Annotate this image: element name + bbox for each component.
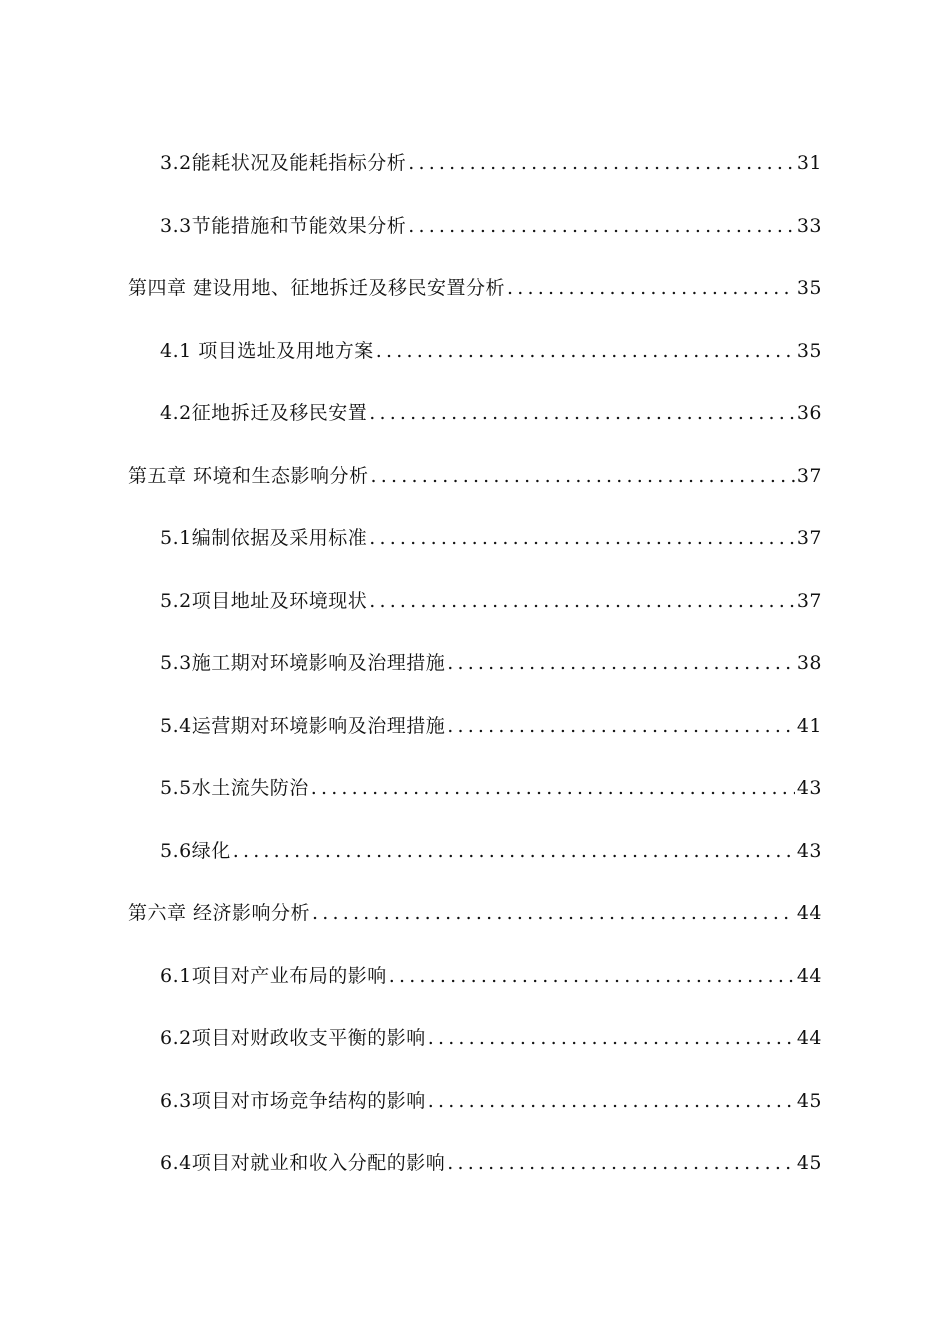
toc-chapter-6[interactable] <box>0 882 950 945</box>
toc-entry-label: 5.2项目地址及环境现状 <box>160 589 368 612</box>
toc-entry-5-4[interactable] <box>0 695 950 758</box>
toc-entry-3-3[interactable] <box>0 195 950 258</box>
toc-page-number: 44 <box>796 964 822 987</box>
toc-chapter-5[interactable] <box>0 445 950 508</box>
dot-leader <box>445 632 795 695</box>
toc-page-number: 35 <box>796 277 822 299</box>
toc-entry-5-6[interactable] <box>0 820 950 883</box>
toc-entry-label: 第四章 建设用地、征地拆迁及移民安置分析 <box>128 277 506 299</box>
dot-leader <box>310 882 795 945</box>
toc-entry-6-4[interactable] <box>0 1132 950 1195</box>
toc-page-number: 38 <box>796 652 822 674</box>
dot-leader <box>374 320 795 383</box>
toc-entry-5-2[interactable] <box>0 570 950 633</box>
dot-leader <box>231 820 795 883</box>
toc-entry-label: 6.4项目对就业和收入分配的影响 <box>160 1152 446 1174</box>
toc-page-number: 45 <box>796 1089 822 1112</box>
toc-entry-label: 4.1 项目选址及用地方案 <box>160 339 374 362</box>
dot-leader <box>367 382 795 445</box>
dot-leader <box>387 945 795 1008</box>
toc-page-number: 43 <box>796 777 822 799</box>
dot-leader <box>445 1132 795 1195</box>
toc-entry-label: 3.2能耗状况及能耗指标分析 <box>160 152 407 174</box>
dot-leader <box>369 445 795 508</box>
toc-entry-label: 6.1项目对产业布局的影响 <box>160 964 387 987</box>
table-of-contents <box>0 132 950 1195</box>
toc-page-number: 41 <box>796 714 822 737</box>
toc-entry-6-2[interactable] <box>0 1007 950 1070</box>
dot-leader <box>367 507 795 570</box>
toc-entry-label: 3.3节能措施和节能效果分析 <box>160 214 407 237</box>
toc-page-number: 44 <box>796 902 822 924</box>
toc-entry-label: 第六章 经济影响分析 <box>128 902 311 924</box>
dot-leader <box>367 570 795 633</box>
dot-leader <box>406 132 795 195</box>
toc-entry-label: 6.2项目对财政收支平衡的影响 <box>160 1027 426 1049</box>
dot-leader <box>426 1070 795 1133</box>
toc-page-number: 44 <box>796 1027 822 1049</box>
toc-page-number: 37 <box>796 464 822 487</box>
toc-page-number: 43 <box>796 839 822 862</box>
toc-page-number: 31 <box>796 152 822 174</box>
toc-chapter-4[interactable] <box>0 257 950 320</box>
dot-leader <box>426 1007 795 1070</box>
toc-entry-label: 5.5水土流失防治 <box>160 777 309 799</box>
dot-leader <box>505 257 795 320</box>
toc-entry-label: 4.2征地拆迁及移民安置 <box>160 402 368 424</box>
toc-entry-5-1[interactable] <box>0 507 950 570</box>
toc-page-number: 35 <box>796 339 822 362</box>
toc-entry-5-5[interactable] <box>0 757 950 820</box>
toc-page-number: 36 <box>796 402 822 424</box>
toc-entry-label: 5.4运营期对环境影响及治理措施 <box>160 714 446 737</box>
toc-entry-label: 第五章 环境和生态影响分析 <box>128 464 369 487</box>
toc-entry-6-3[interactable] <box>0 1070 950 1133</box>
toc-entry-4-1[interactable] <box>0 320 950 383</box>
toc-entry-label: 5.3施工期对环境影响及治理措施 <box>160 652 446 674</box>
toc-page-number: 33 <box>796 214 822 237</box>
toc-entry-label: 5.1编制依据及采用标准 <box>160 527 368 549</box>
toc-page-number: 37 <box>796 527 822 549</box>
toc-entry-6-1[interactable] <box>0 945 950 1008</box>
toc-page-number: 45 <box>796 1152 822 1174</box>
toc-entry-4-2[interactable] <box>0 382 950 445</box>
dot-leader <box>309 757 795 820</box>
toc-entry-5-3[interactable] <box>0 632 950 695</box>
toc-entry-3-2[interactable] <box>0 132 950 195</box>
dot-leader <box>445 695 795 758</box>
toc-entry-label: 5.6绿化 <box>160 839 231 862</box>
toc-entry-label: 6.3项目对市场竞争结构的影响 <box>160 1089 426 1112</box>
dot-leader <box>406 195 795 258</box>
toc-page-number: 37 <box>796 589 822 612</box>
